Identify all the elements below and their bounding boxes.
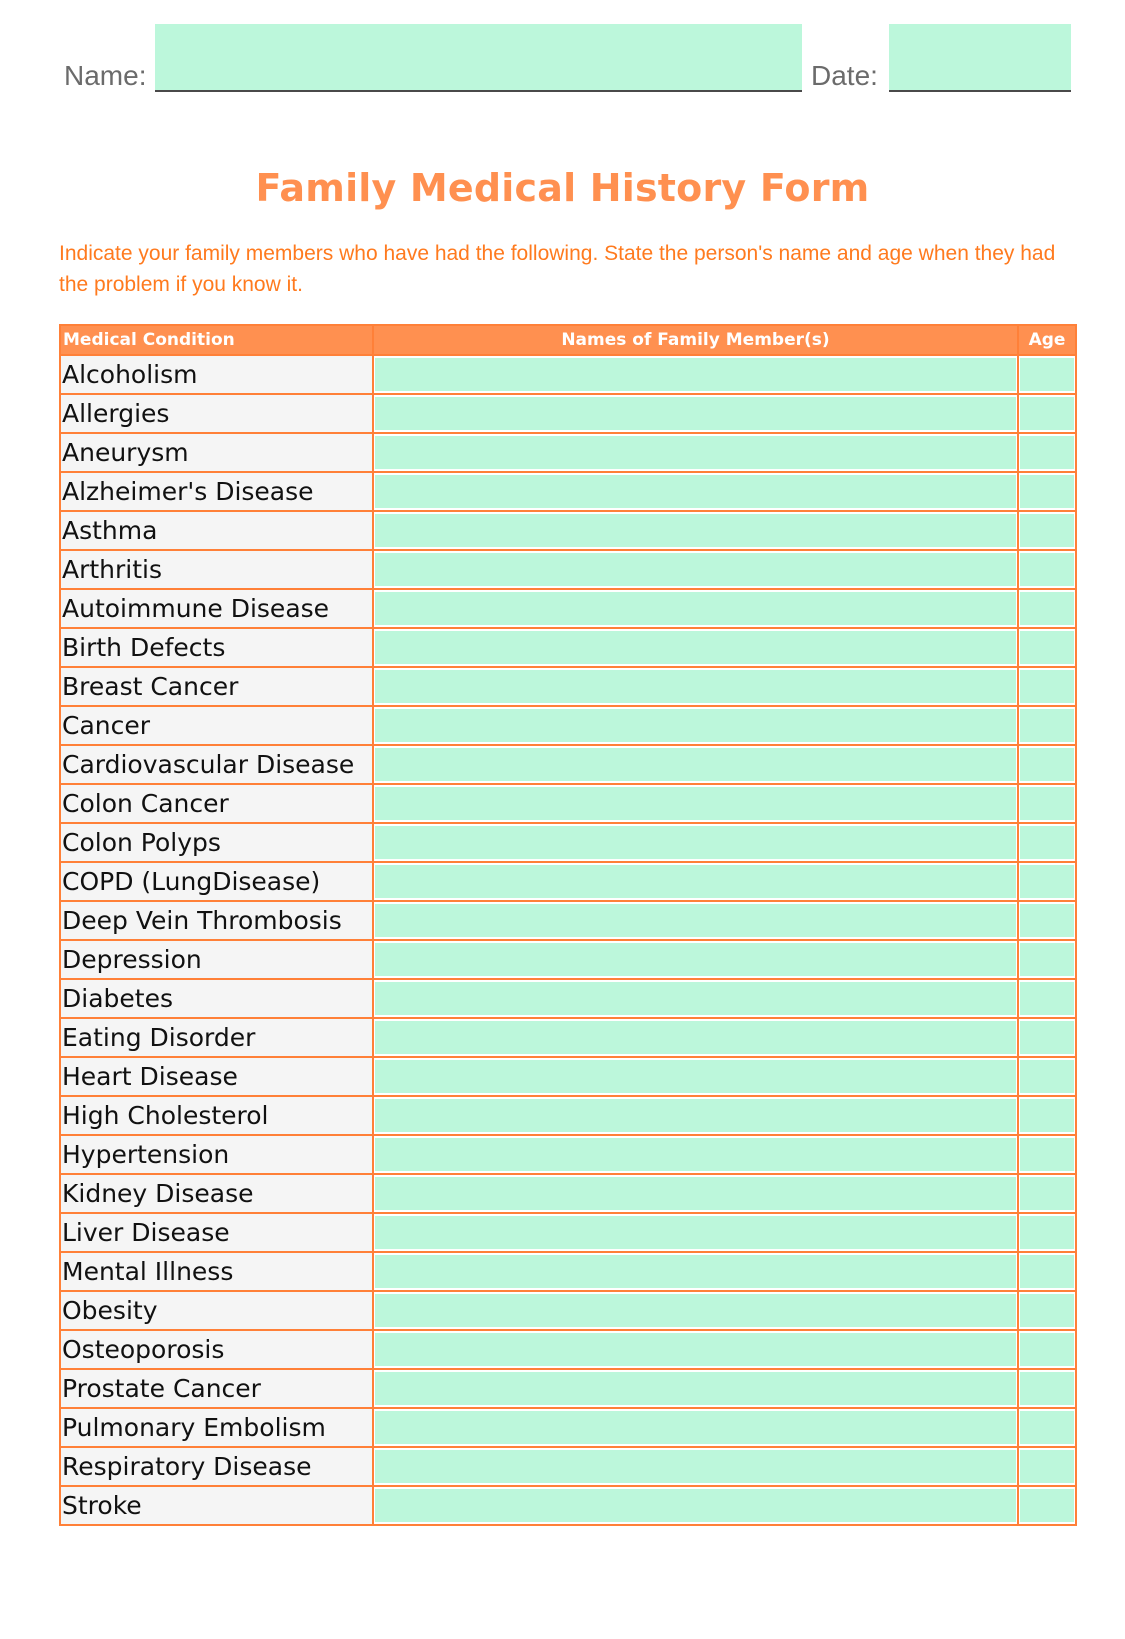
condition-cell: Osteoporosis — [60, 1330, 373, 1369]
table-row — [60, 511, 1076, 550]
name-field[interactable] — [155, 24, 802, 92]
family-member-names-input[interactable] — [375, 592, 1016, 625]
names-cell — [373, 1213, 1018, 1252]
age-cell — [1018, 862, 1076, 901]
age-cell — [1018, 823, 1076, 862]
age-cell — [1018, 901, 1076, 940]
condition-cell: Respiratory Disease — [60, 1447, 373, 1486]
table-row — [60, 940, 1076, 979]
family-member-names-input[interactable] — [375, 1333, 1016, 1366]
names-cell — [373, 784, 1018, 823]
age-cell — [1018, 589, 1076, 628]
condition-cell: Asthma — [60, 511, 373, 550]
age-input[interactable] — [1020, 904, 1074, 937]
names-cell — [373, 667, 1018, 706]
names-cell — [373, 1252, 1018, 1291]
condition-cell: Birth Defects — [60, 628, 373, 667]
age-cell — [1018, 1252, 1076, 1291]
age-input[interactable] — [1020, 787, 1074, 820]
condition-cell: Prostate Cancer — [60, 1369, 373, 1408]
age-input[interactable] — [1020, 1411, 1074, 1444]
family-member-names-input[interactable] — [375, 826, 1016, 859]
family-member-names-input[interactable] — [375, 358, 1016, 391]
family-member-names-input[interactable] — [375, 709, 1016, 742]
age-input[interactable] — [1020, 514, 1074, 547]
condition-cell: Liver Disease — [60, 1213, 373, 1252]
family-member-names-input[interactable] — [375, 904, 1016, 937]
age-cell — [1018, 667, 1076, 706]
column-header-age: Age — [1018, 325, 1076, 355]
table-row — [60, 1291, 1076, 1330]
table-row — [60, 979, 1076, 1018]
age-input[interactable] — [1020, 553, 1074, 586]
condition-cell: Colon Cancer — [60, 784, 373, 823]
age-cell — [1018, 628, 1076, 667]
age-cell — [1018, 550, 1076, 589]
family-member-names-input[interactable] — [375, 1450, 1016, 1483]
family-member-names-input[interactable] — [375, 865, 1016, 898]
age-cell — [1018, 706, 1076, 745]
names-cell — [373, 628, 1018, 667]
age-input[interactable] — [1020, 592, 1074, 625]
condition-cell: Allergies — [60, 394, 373, 433]
table-row — [60, 1213, 1076, 1252]
age-cell — [1018, 355, 1076, 394]
condition-cell: Kidney Disease — [60, 1174, 373, 1213]
table-row — [60, 1174, 1076, 1213]
table-row — [60, 1018, 1076, 1057]
age-cell — [1018, 472, 1076, 511]
age-input[interactable] — [1020, 1099, 1074, 1132]
age-input[interactable] — [1020, 397, 1074, 430]
table-row — [60, 1135, 1076, 1174]
age-input[interactable] — [1020, 826, 1074, 859]
family-member-names-input[interactable] — [375, 748, 1016, 781]
condition-cell: Hypertension — [60, 1135, 373, 1174]
age-input[interactable] — [1020, 943, 1074, 976]
family-member-names-input[interactable] — [375, 1372, 1016, 1405]
family-member-names-input[interactable] — [375, 1138, 1016, 1171]
condition-cell: Cancer — [60, 706, 373, 745]
age-input[interactable] — [1020, 982, 1074, 1015]
table-row — [60, 433, 1076, 472]
names-cell — [373, 1330, 1018, 1369]
names-cell — [373, 355, 1018, 394]
table-row — [60, 667, 1076, 706]
age-input[interactable] — [1020, 1138, 1074, 1171]
age-input[interactable] — [1020, 1333, 1074, 1366]
names-cell — [373, 745, 1018, 784]
family-member-names-input[interactable] — [375, 982, 1016, 1015]
table-row — [60, 472, 1076, 511]
family-member-names-input[interactable] — [375, 631, 1016, 664]
page-title: Family Medical History Form — [255, 166, 870, 210]
family-history-table — [59, 324, 1077, 1526]
condition-cell: Breast Cancer — [60, 667, 373, 706]
family-member-names-input[interactable] — [375, 943, 1016, 976]
age-cell — [1018, 1018, 1076, 1057]
family-member-names-input[interactable] — [375, 1255, 1016, 1288]
names-cell — [373, 550, 1018, 589]
family-member-names-input[interactable] — [375, 1021, 1016, 1054]
age-input[interactable] — [1020, 748, 1074, 781]
age-input[interactable] — [1020, 670, 1074, 703]
names-cell — [373, 433, 1018, 472]
condition-cell: Arthritis — [60, 550, 373, 589]
age-input[interactable] — [1020, 1372, 1074, 1405]
table-row — [60, 1486, 1076, 1525]
condition-cell: Obesity — [60, 1291, 373, 1330]
age-cell — [1018, 1408, 1076, 1447]
condition-cell: Autoimmune Disease — [60, 589, 373, 628]
table-row — [60, 1057, 1076, 1096]
condition-cell: Alzheimer's Disease — [60, 472, 373, 511]
names-cell — [373, 1057, 1018, 1096]
age-input[interactable] — [1020, 1060, 1074, 1093]
names-cell — [373, 862, 1018, 901]
family-member-names-input[interactable] — [375, 670, 1016, 703]
age-input[interactable] — [1020, 475, 1074, 508]
table-header-row — [60, 325, 1076, 355]
names-cell — [373, 901, 1018, 940]
table-row — [60, 745, 1076, 784]
family-member-names-input[interactable] — [375, 553, 1016, 586]
age-cell — [1018, 1447, 1076, 1486]
family-member-names-input[interactable] — [375, 1411, 1016, 1444]
table-row — [60, 823, 1076, 862]
family-member-names-input[interactable] — [375, 1060, 1016, 1093]
condition-cell: Aneurysm — [60, 433, 373, 472]
table-row — [60, 550, 1076, 589]
family-member-names-input[interactable] — [375, 475, 1016, 508]
condition-cell: Cardiovascular Disease — [60, 745, 373, 784]
age-cell — [1018, 1291, 1076, 1330]
names-cell — [373, 1447, 1018, 1486]
table-row — [60, 1447, 1076, 1486]
table-row — [60, 628, 1076, 667]
age-cell — [1018, 433, 1076, 472]
family-member-names-input[interactable] — [375, 1099, 1016, 1132]
names-cell — [373, 394, 1018, 433]
condition-cell: Alcoholism — [60, 355, 373, 394]
names-cell — [373, 472, 1018, 511]
age-cell — [1018, 1174, 1076, 1213]
age-cell — [1018, 1096, 1076, 1135]
names-cell — [373, 1408, 1018, 1447]
age-input[interactable] — [1020, 1177, 1074, 1210]
condition-cell: Mental Illness — [60, 1252, 373, 1291]
age-cell — [1018, 979, 1076, 1018]
age-input[interactable] — [1020, 358, 1074, 391]
age-cell — [1018, 1135, 1076, 1174]
age-cell — [1018, 394, 1076, 433]
table-row — [60, 355, 1076, 394]
family-member-names-input[interactable] — [375, 1177, 1016, 1210]
names-cell — [373, 1096, 1018, 1135]
table-row — [60, 1330, 1076, 1369]
column-header-condition: Medical Condition — [60, 325, 373, 355]
condition-cell: High Cholesterol — [60, 1096, 373, 1135]
condition-cell: COPD (LungDisease) — [60, 862, 373, 901]
names-cell — [373, 1174, 1018, 1213]
table-body — [60, 355, 1076, 1525]
column-header-names: Names of Family Member(s) — [373, 325, 1018, 355]
table-row — [60, 589, 1076, 628]
instructions-text: Indicate your family members who have had the following. State the person's name and age when they had the problem if you know it. — [59, 242, 1056, 296]
age-cell — [1018, 745, 1076, 784]
condition-cell: Heart Disease — [60, 1057, 373, 1096]
age-input[interactable] — [1020, 436, 1074, 469]
table-row — [60, 394, 1076, 433]
age-input[interactable] — [1020, 1255, 1074, 1288]
family-member-names-input[interactable] — [375, 436, 1016, 469]
age-cell — [1018, 1057, 1076, 1096]
names-cell — [373, 1018, 1018, 1057]
table-row — [60, 1252, 1076, 1291]
condition-cell: Pulmonary Embolism — [60, 1408, 373, 1447]
table-row — [60, 862, 1076, 901]
age-cell — [1018, 1213, 1076, 1252]
age-cell — [1018, 784, 1076, 823]
age-input[interactable] — [1020, 709, 1074, 742]
age-input[interactable] — [1020, 1216, 1074, 1249]
age-input[interactable] — [1020, 1294, 1074, 1327]
age-input[interactable] — [1020, 1450, 1074, 1483]
family-member-names-input[interactable] — [375, 1489, 1016, 1522]
table-row — [60, 784, 1076, 823]
age-cell — [1018, 1369, 1076, 1408]
names-cell — [373, 1369, 1018, 1408]
names-cell — [373, 589, 1018, 628]
names-cell — [373, 979, 1018, 1018]
family-member-names-input[interactable] — [375, 514, 1016, 547]
age-cell — [1018, 1486, 1076, 1525]
table-row — [60, 1408, 1076, 1447]
age-cell — [1018, 940, 1076, 979]
family-member-names-input[interactable] — [375, 787, 1016, 820]
date-label: Date: — [811, 60, 878, 91]
age-cell — [1018, 1330, 1076, 1369]
age-input[interactable] — [1020, 1489, 1074, 1522]
condition-cell: Diabetes — [60, 979, 373, 1018]
name-label: Name: — [64, 60, 147, 91]
family-member-names-input[interactable] — [375, 1294, 1016, 1327]
names-cell — [373, 706, 1018, 745]
condition-cell: Stroke — [60, 1486, 373, 1525]
date-field[interactable] — [889, 24, 1071, 92]
names-cell — [373, 511, 1018, 550]
names-cell — [373, 1135, 1018, 1174]
names-cell — [373, 823, 1018, 862]
age-input[interactable] — [1020, 865, 1074, 898]
age-input[interactable] — [1020, 631, 1074, 664]
table-row — [60, 1096, 1076, 1135]
condition-cell: Deep Vein Thrombosis — [60, 901, 373, 940]
names-cell — [373, 940, 1018, 979]
condition-cell: Eating Disorder — [60, 1018, 373, 1057]
names-cell — [373, 1291, 1018, 1330]
family-member-names-input[interactable] — [375, 397, 1016, 430]
family-member-names-input[interactable] — [375, 1216, 1016, 1249]
condition-cell: Colon Polyps — [60, 823, 373, 862]
age-cell — [1018, 511, 1076, 550]
table-row — [60, 1369, 1076, 1408]
age-input[interactable] — [1020, 1021, 1074, 1054]
table-row — [60, 901, 1076, 940]
names-cell — [373, 1486, 1018, 1525]
table-row — [60, 706, 1076, 745]
condition-cell: Depression — [60, 940, 373, 979]
